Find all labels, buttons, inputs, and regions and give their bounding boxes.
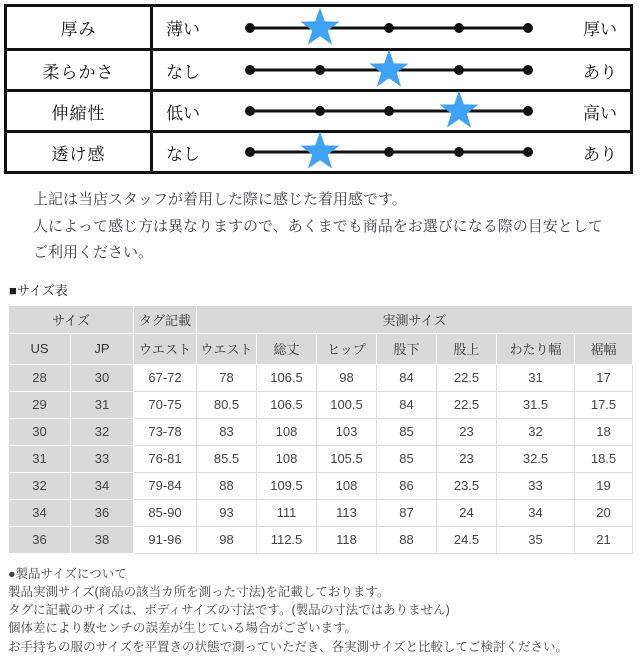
size-table-cell: 23.5 (437, 472, 497, 499)
size-table-cell: 22.5 (437, 391, 497, 418)
column-header-us: US (9, 333, 71, 364)
size-table-cell: 79-84 (134, 472, 197, 499)
size-table-cell: 88 (197, 472, 257, 499)
size-table-cell: 20 (575, 499, 633, 526)
scale-dot (523, 23, 533, 33)
size-table-cell: 24 (437, 499, 497, 526)
column-header-total-length: 総丈 (257, 333, 317, 364)
size-table-cell: 31.5 (497, 391, 575, 418)
scale-track (250, 50, 528, 91)
size-table-cell: 108 (257, 418, 317, 445)
rating-star-icon (369, 50, 410, 91)
size-table-cell: 78 (197, 364, 257, 391)
scale-max-label: 厚い (583, 20, 617, 39)
size-table-row (9, 472, 633, 499)
size-table-row (9, 364, 633, 391)
size-table-cell: 106.5 (257, 364, 317, 391)
size-table-cell: 86 (377, 472, 437, 499)
size-table-cell: 85-90 (134, 499, 197, 526)
size-table-cell: 112.5 (257, 526, 317, 553)
scale-dot (454, 65, 464, 75)
group-header-tag: タグ記載 (134, 305, 197, 333)
scale-max-label: あり (583, 62, 617, 82)
size-table-cell: 36 (71, 499, 134, 526)
rating-star-icon (299, 132, 340, 173)
rating-scale (153, 133, 630, 171)
size-table-cell: 35 (497, 526, 575, 553)
note-line: お手持ちの服のサイズを平置きの状態で測っていただき、各実測サイズと比較してご検討ください。 (8, 639, 569, 654)
scale-dot (245, 23, 255, 33)
size-table-cell: 85.5 (197, 445, 257, 472)
size-table-cell: 105.5 (317, 445, 377, 472)
size-table-cell: 22.5 (437, 364, 497, 391)
scale-track (250, 132, 528, 173)
column-header-thigh-width: わたり幅 (497, 333, 575, 364)
note-line: 個体差により数センチの誤差が生じている場合がございます。 (8, 621, 358, 636)
rating-scale (153, 92, 630, 130)
size-table-cell: 106.5 (257, 391, 317, 418)
size-table-body (9, 364, 633, 553)
size-table-cell: 34 (71, 472, 134, 499)
size-table-cell: 34 (497, 499, 575, 526)
group-header-size: サイズ (9, 305, 134, 333)
size-table-cell: 67-72 (134, 364, 197, 391)
scale-dot (384, 147, 394, 157)
size-table-cell: 23 (437, 445, 497, 472)
size-table-cell: 32 (497, 418, 575, 445)
rating-scale (153, 51, 630, 89)
size-table-cell: 31 (9, 445, 71, 472)
size-table-cell: 76-81 (134, 445, 197, 472)
scale-dot (245, 147, 255, 157)
size-table-cell: 93 (197, 499, 257, 526)
size-table-cell: 29 (9, 391, 71, 418)
size-table-cell: 84 (377, 391, 437, 418)
scale-dot (454, 23, 464, 33)
size-table-cell: 73-78 (134, 418, 197, 445)
rating-row-thickness (7, 7, 630, 48)
size-table-cell: 21 (575, 526, 633, 553)
column-header-rise: 股上 (437, 333, 497, 364)
scale-dot (523, 65, 533, 75)
rating-label: 柔らかさ (7, 51, 153, 89)
scale-dot (384, 23, 394, 33)
intro-line: 上記は当店スタッフが着用した際に感じた着用感です。 (33, 191, 407, 208)
column-header-hip: ヒップ (317, 333, 377, 364)
size-table-row (9, 445, 633, 472)
size-table-cell: 98 (197, 526, 257, 553)
column-header-waist: ウエスト (197, 333, 257, 364)
intro-line: ご利用ください。 (33, 244, 154, 261)
size-table-cell: 87 (377, 499, 437, 526)
size-table-cell: 31 (497, 364, 575, 391)
column-header-hem-width: 裾幅 (575, 333, 633, 364)
size-table-cell: 23 (437, 418, 497, 445)
size-table-cell: 30 (9, 418, 71, 445)
scale-dot (315, 65, 325, 75)
size-table-column-header-row (9, 333, 633, 364)
size-table-cell: 113 (317, 499, 377, 526)
size-table (8, 305, 633, 554)
size-table-cell: 88 (377, 526, 437, 553)
scale-dot (523, 106, 533, 116)
rating-row-sheerness (7, 130, 630, 171)
staff-impression-note (33, 187, 640, 267)
size-table-cell: 32 (9, 472, 71, 499)
column-header-tag-waist: ウエスト (134, 333, 197, 364)
size-table-cell: 32 (71, 418, 134, 445)
size-table-cell: 19 (575, 472, 633, 499)
group-header-measured: 実測サイズ (197, 305, 633, 333)
scale-max-label: あり (583, 144, 617, 164)
size-table-cell: 84 (377, 364, 437, 391)
size-table-cell: 100.5 (317, 391, 377, 418)
scale-min-label: 低い (166, 103, 200, 123)
size-table-cell: 18 (575, 418, 633, 445)
size-table-cell: 108 (317, 472, 377, 499)
size-table-cell: 17 (575, 364, 633, 391)
column-header-jp: JP (71, 333, 134, 364)
scale-min-label: なし (166, 62, 200, 82)
note-line: 製品実測サイズ(商品の該当カ所を測った寸法)を記載しております。 (8, 584, 390, 599)
note-line: タグに記載のサイズは、ボディサイズの寸法です。(製品の寸法ではありません) (8, 603, 450, 618)
product-size-notes (8, 565, 640, 656)
size-table-row (9, 418, 633, 445)
size-table-cell: 111 (257, 499, 317, 526)
size-table-cell: 33 (497, 472, 575, 499)
size-table-cell: 36 (9, 526, 71, 553)
scale-track (250, 7, 528, 48)
size-table-cell: 103 (317, 418, 377, 445)
size-table-cell: 85 (377, 445, 437, 472)
rating-label: 厚み (7, 7, 153, 48)
size-table-cell: 70-75 (134, 391, 197, 418)
size-table-row (9, 526, 633, 553)
size-table-cell: 38 (71, 526, 134, 553)
scale-dot (384, 106, 394, 116)
scale-dot (245, 65, 255, 75)
size-table-cell: 34 (9, 499, 71, 526)
scale-max-label: 高い (583, 103, 617, 123)
size-table-cell: 80.5 (197, 391, 257, 418)
size-table-cell: 83 (197, 418, 257, 445)
size-table-cell: 85 (377, 418, 437, 445)
size-table-cell: 30 (71, 364, 134, 391)
size-table-row (9, 391, 633, 418)
scale-track (250, 91, 528, 132)
scale-dot (523, 147, 533, 157)
intro-line: 人によって感じ方は異なりますので、あくまでも商品をお選びになる際の目安として (33, 217, 603, 235)
size-table-cell: 118 (317, 526, 377, 553)
size-table-cell: 32.5 (497, 445, 575, 472)
rating-star-icon (438, 91, 479, 132)
rating-label: 伸縮性 (7, 92, 153, 130)
scale-dot (454, 147, 464, 157)
size-table-title: ■サイズ表 (9, 282, 68, 298)
size-table-cell: 31 (71, 391, 134, 418)
scale-dot (245, 106, 255, 116)
size-table-cell: 18.5 (575, 445, 633, 472)
size-table-row (9, 499, 633, 526)
size-table-cell: 28 (9, 364, 71, 391)
scale-min-label: 薄い (166, 20, 200, 39)
scale-min-label: なし (166, 144, 200, 164)
rating-row-softness (7, 48, 630, 89)
size-table-cell: 17.5 (575, 391, 633, 418)
note-line: ●製品サイズについて (8, 566, 127, 581)
rating-row-stretch (7, 89, 630, 130)
rating-label: 透け感 (7, 133, 153, 171)
column-header-inseam: 股下 (377, 333, 437, 364)
size-table-group-header-row (9, 305, 633, 333)
size-table-cell: 24.5 (437, 526, 497, 553)
size-table-cell: 108 (257, 445, 317, 472)
rating-scale (153, 7, 630, 48)
fit-rating-table (4, 4, 633, 174)
size-table-cell: 91-96 (134, 526, 197, 553)
size-table-cell: 109.5 (257, 472, 317, 499)
size-table-cell: 98 (317, 364, 377, 391)
size-table-cell: 33 (71, 445, 134, 472)
scale-dot (315, 106, 325, 116)
rating-star-icon (299, 7, 340, 48)
